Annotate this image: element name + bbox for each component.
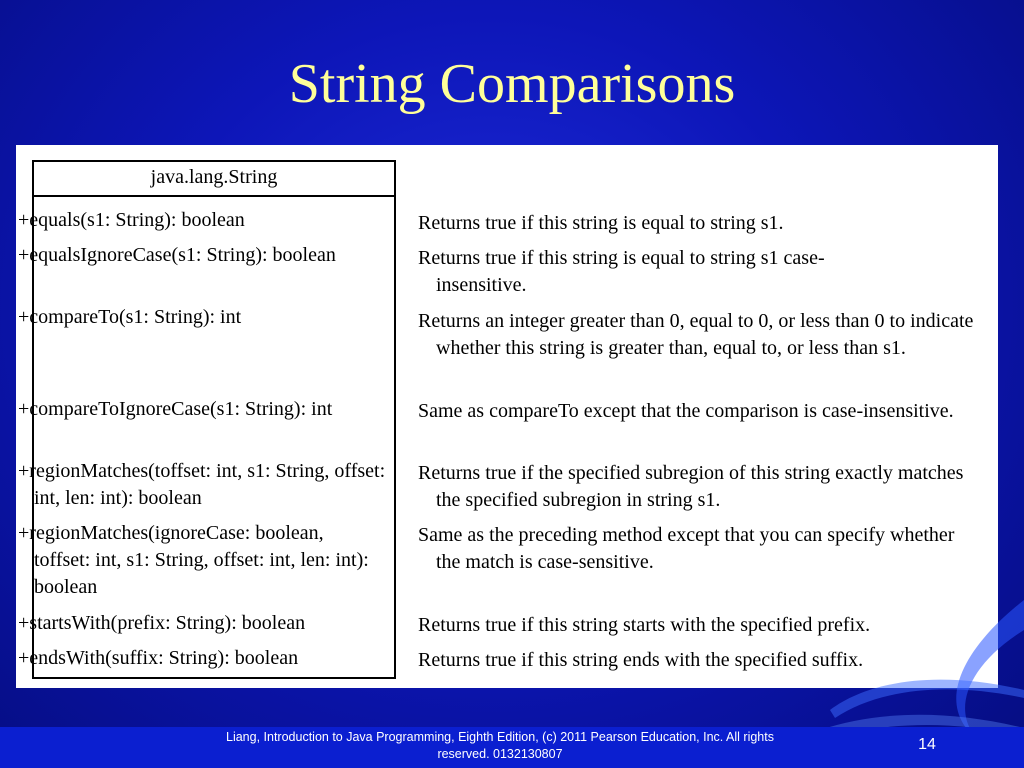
uml-class-name: java.lang.String <box>34 162 394 197</box>
desc-compare-to: Returns an integer greater than 0, equal to 0, or less than 0 to indicate whether this string is greater than, equal to, or less than s1. <box>418 310 974 359</box>
desc-compare-to-ignore-case: Same as compareTo except that the comparison is case-insensitive. <box>418 400 954 422</box>
page-number: 14 <box>918 736 936 753</box>
method-equals-ignore-case: +equalsIgnoreCase(s1: String): boolean <box>18 244 336 266</box>
method-ends-with: +endsWith(suffix: String): boolean <box>18 647 299 669</box>
method-region-matches: +regionMatches(toffset: int, s1: String, offset: int, len: int): boolean <box>18 460 386 509</box>
slide-title: String Comparisons <box>288 53 736 115</box>
desc-starts-with: Returns true if this string starts with the specified prefix. <box>418 614 871 636</box>
desc-equals: Returns true if this string is equal to string s1. <box>418 212 784 234</box>
desc-region-matches: Returns true if the specified subregion of this string exactly matches the specified subregion in string s1. <box>418 462 964 511</box>
method-region-matches-ignore-case: +regionMatches(ignoreCase: boolean, toffset: int, s1: String, offset: int, len: int): boolean <box>18 522 369 598</box>
method-starts-with: +startsWith(prefix: String): boolean <box>18 612 306 634</box>
method-compare-to: +compareTo(s1: String): int <box>18 306 242 328</box>
method-equals: +equals(s1: String): boolean <box>18 209 245 231</box>
desc-ends-with: Returns true if this string ends with the specified suffix. <box>418 649 864 671</box>
desc-equals-ignore-case: Returns true if this string is equal to string s1 case-insensitive. <box>418 247 825 296</box>
desc-region-matches-ignore-case: Same as the preceding method except that you can specify whether the match is case-sensitive. <box>418 524 955 573</box>
method-compare-to-ignore-case: +compareToIgnoreCase(s1: String): int <box>18 398 333 420</box>
footer-copyright: Liang, Introduction to Java Programming, Eighth Edition, (c) 2011 Pearson Education, Inc. All rights reserved. 0132130807 <box>226 730 774 761</box>
